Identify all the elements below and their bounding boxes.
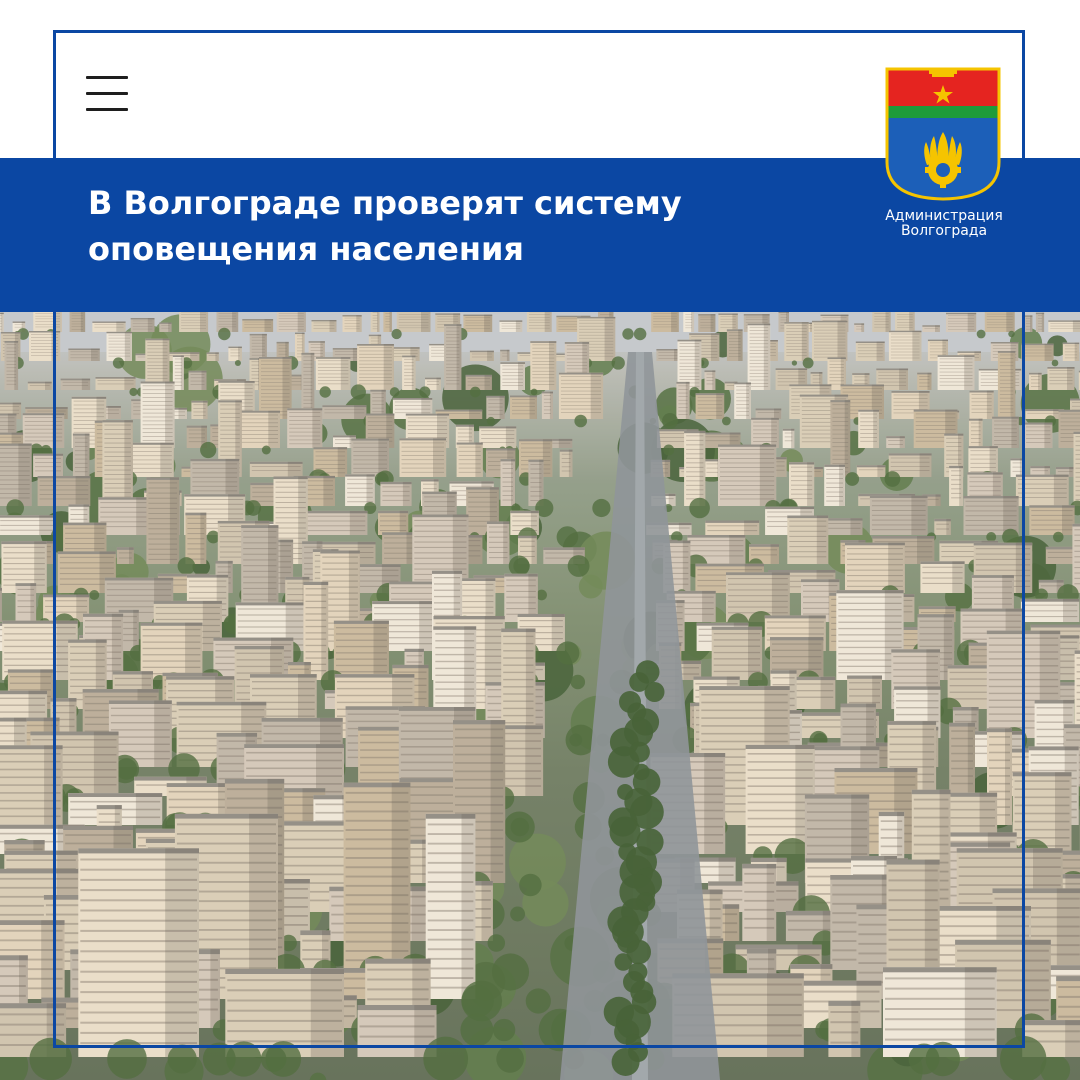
title-line-2: оповещения населения — [88, 230, 524, 268]
page-title — [88, 180, 788, 272]
administration-label-line-1: Администрация — [885, 208, 1003, 224]
hamburger-menu-icon[interactable] — [86, 76, 130, 112]
administration-label-line-2: Волгограда — [900, 223, 988, 239]
volgograd-coat-of-arms-icon — [884, 66, 1002, 202]
city-skyline-graphic — [0, 312, 1080, 1080]
title-line-1: В Волгограде проверят систему — [88, 184, 682, 222]
city-aerial-photo — [0, 312, 1080, 1080]
administration-label — [864, 209, 1024, 239]
